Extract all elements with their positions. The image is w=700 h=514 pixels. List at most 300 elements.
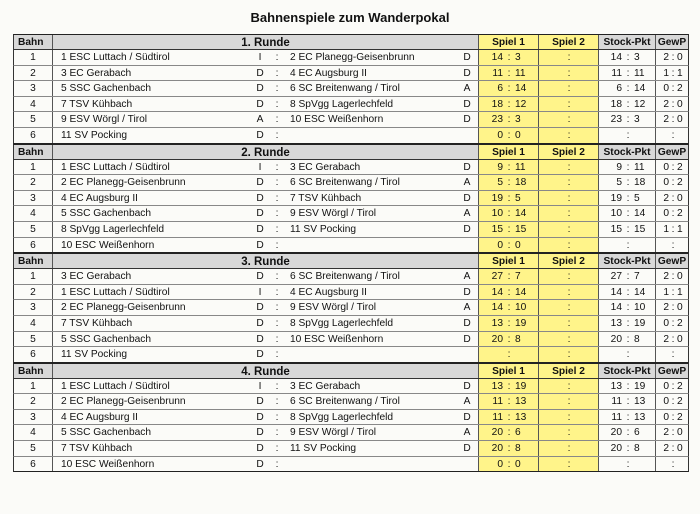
stock-pkt <box>598 81 655 96</box>
spiel1-a: 9 <box>497 161 503 173</box>
away-status: A <box>463 396 471 408</box>
gewp-a: 2 <box>663 271 669 283</box>
spiel1-a: 15 <box>491 223 503 235</box>
away-status: D <box>463 333 471 345</box>
match-row <box>13 269 689 285</box>
home-separator: : <box>275 52 279 63</box>
stock-pkt <box>598 332 655 347</box>
gewp <box>655 128 688 143</box>
team-home: 5 SSC Gachenbach <box>52 425 252 440</box>
stock-colon: : <box>626 67 630 79</box>
home-status: D <box>256 192 264 204</box>
spiel1-score <box>478 97 538 112</box>
bahn-number: 2 <box>30 177 36 189</box>
spiel2-score <box>538 112 598 127</box>
spiel1-a: 5 <box>497 177 503 189</box>
gewp-b: 2 <box>677 83 683 95</box>
team-away: 3 EC Gerabach <box>290 161 361 173</box>
spiel1-b: 6 <box>515 427 521 439</box>
spiel1-a: 11 <box>492 411 503 423</box>
spiel2-colon: : <box>567 286 571 298</box>
team-away <box>286 238 456 253</box>
team-away: 6 SC Breitenwang / Tirol <box>290 177 400 189</box>
away-status: D <box>463 411 471 423</box>
team-away: 6 SC Breitenwang / Tirol <box>290 83 400 95</box>
gewp-colon: : <box>671 380 675 392</box>
spiel2-score <box>538 222 598 237</box>
gewp <box>655 379 688 394</box>
spiel1-a: 10 <box>491 208 503 220</box>
team-away <box>286 347 456 362</box>
round-header-row <box>13 144 689 160</box>
away-status: D <box>463 114 471 126</box>
spiel2-score <box>538 300 598 315</box>
round-header-row <box>13 253 689 269</box>
stock-colon: : <box>626 271 630 283</box>
spiel1-colon: : <box>507 333 511 345</box>
stock-a: 20 <box>610 443 622 455</box>
home-separator: : <box>275 286 279 298</box>
gewp <box>655 410 688 425</box>
match-row <box>13 347 689 363</box>
spiel1-a: 20 <box>491 443 503 455</box>
spiel1-b: 3 <box>515 52 521 63</box>
spiel1-a: 14 <box>491 286 503 298</box>
spiel1-colon: : <box>507 396 511 408</box>
spiel1-header: Spiel 1 <box>478 145 538 159</box>
gewp-b: 2 <box>677 396 683 408</box>
team-away: 9 ESV Wörgl / Tirol <box>290 208 377 220</box>
home-status: D <box>256 271 264 283</box>
spiel2-score <box>538 191 598 206</box>
spiel1-b: 5 <box>515 192 521 204</box>
gewp-b: 1 <box>677 286 683 298</box>
gewp <box>655 222 688 237</box>
gewp <box>655 425 688 440</box>
team-home: 5 SSC Gachenbach <box>52 81 252 96</box>
stock-a: 19 <box>610 192 622 204</box>
stock-a: 13 <box>610 380 622 392</box>
team-home: 11 SV Pocking <box>52 347 252 362</box>
bahn-number: 5 <box>30 223 36 235</box>
away-status: A <box>463 177 471 189</box>
spiel2-header: Spiel 2 <box>538 364 598 378</box>
stock-b: 3 <box>634 52 640 63</box>
spiel1-a: 11 <box>492 67 503 79</box>
bahn-number: 2 <box>30 67 36 79</box>
stock-b: 8 <box>634 333 640 345</box>
stock-a: 13 <box>610 317 622 329</box>
spiel2-score <box>538 285 598 300</box>
home-separator: : <box>275 114 279 126</box>
home-separator: : <box>275 271 279 283</box>
stock-pkt <box>598 97 655 112</box>
gewp-header: GewP <box>655 364 688 378</box>
spiel1-b: 19 <box>515 317 527 329</box>
bahn-number: 6 <box>30 458 36 470</box>
stock-pkt <box>598 457 655 472</box>
team-home: 1 ESC Luttach / Südtirol <box>52 160 252 175</box>
spiel1-a: 20 <box>491 333 503 345</box>
spiel1-score <box>478 269 538 284</box>
gewp-colon: : <box>671 443 675 455</box>
spiel1-colon: : <box>507 192 511 204</box>
spiel1-score <box>478 441 538 456</box>
spiel1-score <box>478 191 538 206</box>
bahn-number: 3 <box>30 83 36 95</box>
gewp-b: 0 <box>677 98 683 110</box>
bahn-number: 5 <box>30 114 36 126</box>
stock-colon: : <box>626 161 630 173</box>
stock-b: 8 <box>634 443 640 455</box>
team-away: 9 ESV Wörgl / Tirol <box>290 427 377 439</box>
team-away: 6 SC Breitenwang / Tirol <box>290 396 400 408</box>
stock-colon: : <box>626 349 630 361</box>
away-status: D <box>463 317 471 329</box>
spiel2-score <box>538 128 598 143</box>
spiel1-score <box>478 66 538 81</box>
match-row <box>13 112 689 128</box>
spiel1-header: Spiel 1 <box>478 254 538 268</box>
spiel1-score <box>478 332 538 347</box>
home-status: I <box>258 52 262 63</box>
home-status: I <box>258 380 262 392</box>
stock-a: 5 <box>616 177 622 189</box>
gewp-a: 1 <box>663 286 669 298</box>
spiel1-a: 20 <box>491 427 503 439</box>
spiel1-b: 15 <box>515 223 527 235</box>
spiel1-colon: : <box>507 380 511 392</box>
spiel2-header: Spiel 2 <box>538 254 598 268</box>
spiel2-score <box>538 347 598 362</box>
stock-colon: : <box>626 302 630 314</box>
spiel2-score <box>538 425 598 440</box>
gewp-colon: : <box>671 208 675 220</box>
round-title: 4. Runde <box>52 364 478 378</box>
team-home: 1 ESC Luttach / Südtirol <box>52 285 252 300</box>
stock-b: 15 <box>634 223 646 235</box>
gewp-a: 0 <box>663 83 669 95</box>
home-status: D <box>256 349 264 361</box>
spiel2-colon: : <box>567 317 571 329</box>
home-status: D <box>256 317 264 329</box>
team-home: 2 EC Planegg-Geisenbrunn <box>52 175 252 190</box>
team-home: 2 EC Planegg-Geisenbrunn <box>52 394 252 409</box>
away-status: D <box>463 443 471 455</box>
home-separator: : <box>275 302 279 314</box>
gewp <box>655 238 688 253</box>
team-away: 10 ESC Weißenhorn <box>290 333 384 345</box>
stock-colon: : <box>626 380 630 392</box>
spiel2-score <box>538 175 598 190</box>
spiel1-colon: : <box>507 83 511 95</box>
spiel1-header: Spiel 1 <box>478 35 538 49</box>
gewp-a: 0 <box>663 317 669 329</box>
match-row <box>13 97 689 113</box>
home-separator: : <box>275 208 279 220</box>
gewp <box>655 191 688 206</box>
spiel2-colon: : <box>567 349 571 361</box>
spiel2-score <box>538 160 598 175</box>
spiel2-score <box>538 316 598 331</box>
stock-a: 18 <box>610 98 622 110</box>
spiel1-score <box>478 238 538 253</box>
home-separator: : <box>275 129 279 141</box>
match-row <box>13 206 689 222</box>
spiel1-score <box>478 457 538 472</box>
stock-pkt-header: Stock-Pkt <box>598 35 655 49</box>
spiel1-b: 8 <box>515 333 521 345</box>
stock-pkt <box>598 300 655 315</box>
home-status: D <box>256 98 264 110</box>
team-home: 8 SpVgg Lagerlechfeld <box>52 222 252 237</box>
spiel2-colon: : <box>567 177 571 189</box>
match-row <box>13 394 689 410</box>
spiel1-colon: : <box>507 317 511 329</box>
spiel2-colon: : <box>567 208 571 220</box>
stock-colon: : <box>626 333 630 345</box>
home-status: D <box>256 396 264 408</box>
away-status <box>456 457 478 472</box>
spiel2-score <box>538 269 598 284</box>
stock-pkt <box>598 347 655 362</box>
team-home: 7 TSV Kühbach <box>52 97 252 112</box>
spiel1-b: 11 <box>515 67 526 79</box>
gewp-b: 2 <box>677 317 683 329</box>
gewp-a: 2 <box>663 333 669 345</box>
gewp-a: 1 <box>663 223 669 235</box>
spiel1-header: Spiel 1 <box>478 364 538 378</box>
stock-b: 13 <box>634 411 646 423</box>
team-home: 5 SSC Gachenbach <box>52 206 252 221</box>
home-status: D <box>256 411 264 423</box>
stock-b: 11 <box>634 67 645 79</box>
stock-pkt <box>598 269 655 284</box>
away-status: D <box>463 98 471 110</box>
stock-pkt <box>598 410 655 425</box>
away-status: A <box>463 271 471 283</box>
stock-a: 10 <box>610 208 622 220</box>
stock-b: 10 <box>634 302 646 314</box>
stock-colon: : <box>626 443 630 455</box>
gewp-colon: : <box>671 192 675 204</box>
home-separator: : <box>275 380 279 392</box>
spiel1-score <box>478 347 538 362</box>
home-separator: : <box>275 67 279 79</box>
team-home: 4 EC Augsburg II <box>52 191 252 206</box>
spiel1-a: 14 <box>491 52 503 63</box>
spiel2-colon: : <box>567 302 571 314</box>
match-row <box>13 379 689 395</box>
gewp <box>655 285 688 300</box>
spiel1-score <box>478 160 538 175</box>
away-status <box>456 347 478 362</box>
stock-a: 14 <box>610 286 622 298</box>
gewp-colon: : <box>671 114 675 126</box>
gewp-colon: : <box>671 411 675 423</box>
gewp-b: 2 <box>677 380 683 392</box>
stock-a: 14 <box>610 52 622 63</box>
team-home: 10 ESC Weißenhorn <box>52 457 252 472</box>
spiel1-a: 6 <box>497 83 503 95</box>
match-row <box>13 175 689 191</box>
stock-pkt <box>598 238 655 253</box>
home-status: D <box>256 302 264 314</box>
bahn-number: 1 <box>30 161 36 173</box>
team-home: 3 EC Gerabach <box>52 66 252 81</box>
home-status: D <box>256 208 264 220</box>
spiel1-a: 0 <box>497 239 503 251</box>
gewp-a: 2 <box>663 114 669 126</box>
gewp-colon: : <box>671 161 675 173</box>
gewp <box>655 441 688 456</box>
spiel1-colon: : <box>507 427 511 439</box>
spiel2-header: Spiel 2 <box>538 145 598 159</box>
gewp-colon: : <box>671 349 675 361</box>
stock-pkt <box>598 112 655 127</box>
gewp <box>655 81 688 96</box>
spiel2-colon: : <box>567 98 571 110</box>
bahn-number: 6 <box>30 239 36 251</box>
home-separator: : <box>275 223 279 235</box>
spiel1-b: 7 <box>515 271 521 283</box>
gewp <box>655 206 688 221</box>
spiel1-colon: : <box>507 67 511 79</box>
spiel2-colon: : <box>567 192 571 204</box>
spiel2-score <box>538 238 598 253</box>
gewp-colon: : <box>671 129 675 141</box>
spiel1-b: 13 <box>515 411 527 423</box>
stock-a: 20 <box>610 427 622 439</box>
team-away: 8 SpVgg Lagerlechfeld <box>290 317 394 329</box>
stock-a: 11 <box>611 411 622 423</box>
team-away: 6 SC Breitenwang / Tirol <box>290 271 400 283</box>
team-home: 9 ESV Wörgl / Tirol <box>52 112 252 127</box>
away-status: A <box>463 427 471 439</box>
spiel1-b: 14 <box>515 208 527 220</box>
bahn-number: 3 <box>30 411 36 423</box>
spiel1-b: 0 <box>515 129 521 141</box>
spiel2-colon: : <box>567 427 571 439</box>
round-title: 3. Runde <box>52 254 478 268</box>
home-separator: : <box>275 161 279 173</box>
results-table <box>13 34 689 472</box>
stock-pkt <box>598 206 655 221</box>
gewp-colon: : <box>671 333 675 345</box>
stock-a: 23 <box>610 114 622 126</box>
gewp <box>655 66 688 81</box>
stock-colon: : <box>626 208 630 220</box>
home-separator: : <box>275 239 279 251</box>
home-status: D <box>256 333 264 345</box>
stock-a: 14 <box>610 302 622 314</box>
spiel1-score <box>478 285 538 300</box>
spiel1-b: 13 <box>515 396 527 408</box>
gewp-b: 2 <box>677 161 683 173</box>
stock-pkt <box>598 316 655 331</box>
match-row <box>13 191 689 207</box>
spiel1-score <box>478 379 538 394</box>
gewp-a: 2 <box>663 98 669 110</box>
bahn-number: 5 <box>30 443 36 455</box>
gewp-colon: : <box>671 83 675 95</box>
home-status: D <box>256 177 264 189</box>
match-row <box>13 316 689 332</box>
stock-colon: : <box>626 83 630 95</box>
spiel1-colon: : <box>507 52 511 63</box>
spiel1-a: 23 <box>491 114 503 126</box>
spiel1-b: 0 <box>515 458 521 470</box>
spiel1-colon: : <box>507 129 511 141</box>
stock-b: 7 <box>634 271 640 283</box>
spiel1-b: 19 <box>515 380 527 392</box>
gewp-a: 2 <box>663 52 669 63</box>
gewp <box>655 175 688 190</box>
spiel1-colon: : <box>507 411 511 423</box>
gewp-a: 2 <box>663 443 669 455</box>
team-home: 5 SSC Gachenbach <box>52 332 252 347</box>
stock-pkt <box>598 160 655 175</box>
stock-pkt <box>598 285 655 300</box>
gewp-a: 0 <box>663 380 669 392</box>
home-status: D <box>256 67 264 79</box>
gewp-header: GewP <box>655 145 688 159</box>
stock-colon: : <box>626 411 630 423</box>
spiel2-score <box>538 332 598 347</box>
gewp-b: 0 <box>677 427 683 439</box>
away-status: D <box>463 223 471 235</box>
gewp-b: 2 <box>677 411 683 423</box>
team-home: 7 TSV Kühbach <box>52 316 252 331</box>
spiel2-colon: : <box>567 411 571 423</box>
away-status: D <box>463 52 471 63</box>
round-title: 2. Runde <box>52 145 478 159</box>
spiel2-colon: : <box>567 52 571 63</box>
away-status <box>456 238 478 253</box>
spiel1-score <box>478 81 538 96</box>
bahn-header: Bahn <box>18 365 44 377</box>
home-status: I <box>258 286 262 298</box>
team-away: 4 EC Augsburg II <box>290 67 368 79</box>
home-separator: : <box>275 83 279 95</box>
spiel2-colon: : <box>567 380 571 392</box>
home-separator: : <box>275 458 279 470</box>
gewp-colon: : <box>671 271 675 283</box>
bahn-number: 4 <box>30 208 36 220</box>
gewp <box>655 50 688 65</box>
home-separator: : <box>275 317 279 329</box>
gewp-b: 0 <box>677 192 683 204</box>
home-status: D <box>256 239 264 251</box>
bahn-number: 6 <box>30 129 36 141</box>
gewp-header: GewP <box>655 254 688 268</box>
match-row <box>13 441 689 457</box>
stock-pkt <box>598 394 655 409</box>
home-status: D <box>256 458 264 470</box>
match-row <box>13 238 689 254</box>
home-separator: : <box>275 333 279 345</box>
stock-pkt <box>598 425 655 440</box>
stock-colon: : <box>626 52 630 63</box>
home-separator: : <box>275 98 279 110</box>
gewp-a: 2 <box>663 192 669 204</box>
spiel1-colon: : <box>507 223 511 235</box>
spiel1-score <box>478 300 538 315</box>
stock-colon: : <box>626 427 630 439</box>
spiel1-b: 10 <box>515 302 527 314</box>
stock-colon: : <box>626 458 630 470</box>
spiel1-score <box>478 394 538 409</box>
